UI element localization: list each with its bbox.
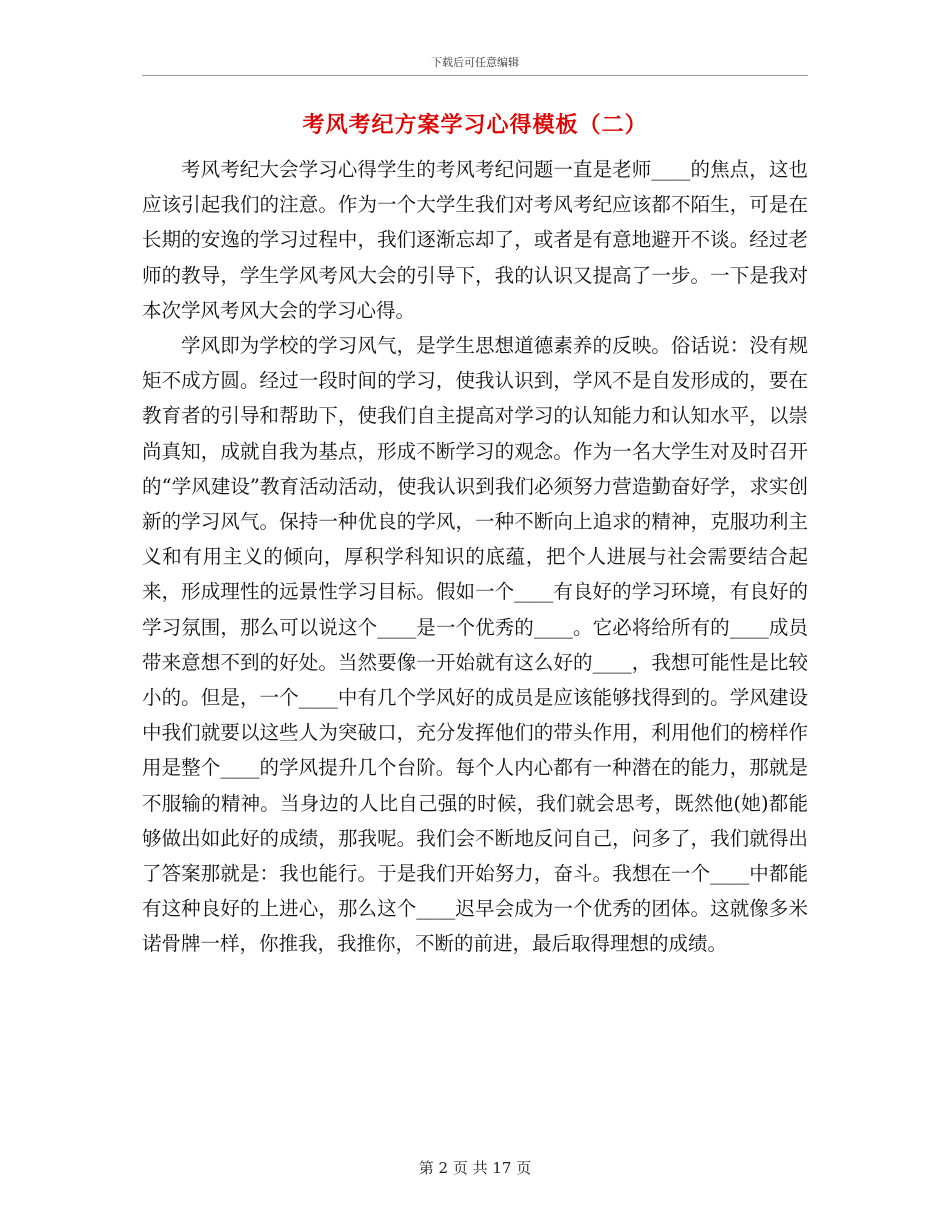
page-number: 第 2 页 共 17 页 bbox=[418, 1159, 532, 1177]
document-body bbox=[142, 152, 808, 962]
page-header: 下载后可任意编辑 bbox=[431, 56, 519, 69]
paragraph-1: 考风考纪大会学习心得学生的考风考纪问题一直是老师____的焦点，这也应该引起我们的注意。作为一个大学生我们对考风考纪应该都不陌生，可是在长期的安逸的学习过程中，我们逐渐忘却了，或者是有意地避开不谈。经过老师的教导，学生学风考风大会的引导下，我的认识又提高了一步。一下是我对本次学风考风大会的学习心得。 bbox=[142, 158, 808, 322]
document-title: 考风考纪方案学习心得模板（二） bbox=[302, 112, 648, 138]
paragraph-2: 学风即为学校的学习风气，是学生思想道德素养的反映。俗话说：没有规矩不成方圆。经过一段时间的学习，使我认识到，学风不是自发形成的，要在教育者的引导和帮助下，使我们自主提高对学习的认知能力和认知水平，以崇尚真知，成就自我为基点，形成不断学习的观念。作为一名大学生对及时召开的“学风建设”教育活动活动，使我认识到我们必须努力营造勤奋好学，求实创新的学习风气。保持一种优良的学风，一种不断向上追求的精神，克服功利主义和有用主义的倾向，厚积学科知识的底蕴，把个人进展与社会需要结合起来，形成理性的远景性学习目标。假如一个____有良好的学习环境，有良好的学习氛围，那么可以说这个____是一个优秀的____。它必将给所有的____成员带来意想不到的好处。当然要像一开始就有这么好的____，我想可能性是比较小的。但是，一个____中有几个学风好的成员是应该能够找得到的。学风建设中我们就要以这些人为突破口，充分发挥他们的带头作用，利用他们的榜样作用是整个____的学风提升几个台阶。每个人内心都有一种潜在的能力，那就是不服输的精神。当身边的人比自己强的时候，我们就会思考，既然他(她)都能够做出如此好的成绩，那我呢。我们会不断地反问自己，问多了，我们就得出了答案那就是：我也能行。于是我们开始努力，奋斗。我想在一个____中都能有这种良好的上进心，那么这个____迟早会成为一个优秀的团体。这就像多米诺骨牌一样，你推我，我推你，不断的前进，最后取得理想的成绩。 bbox=[142, 334, 808, 956]
header-divider bbox=[142, 75, 808, 76]
